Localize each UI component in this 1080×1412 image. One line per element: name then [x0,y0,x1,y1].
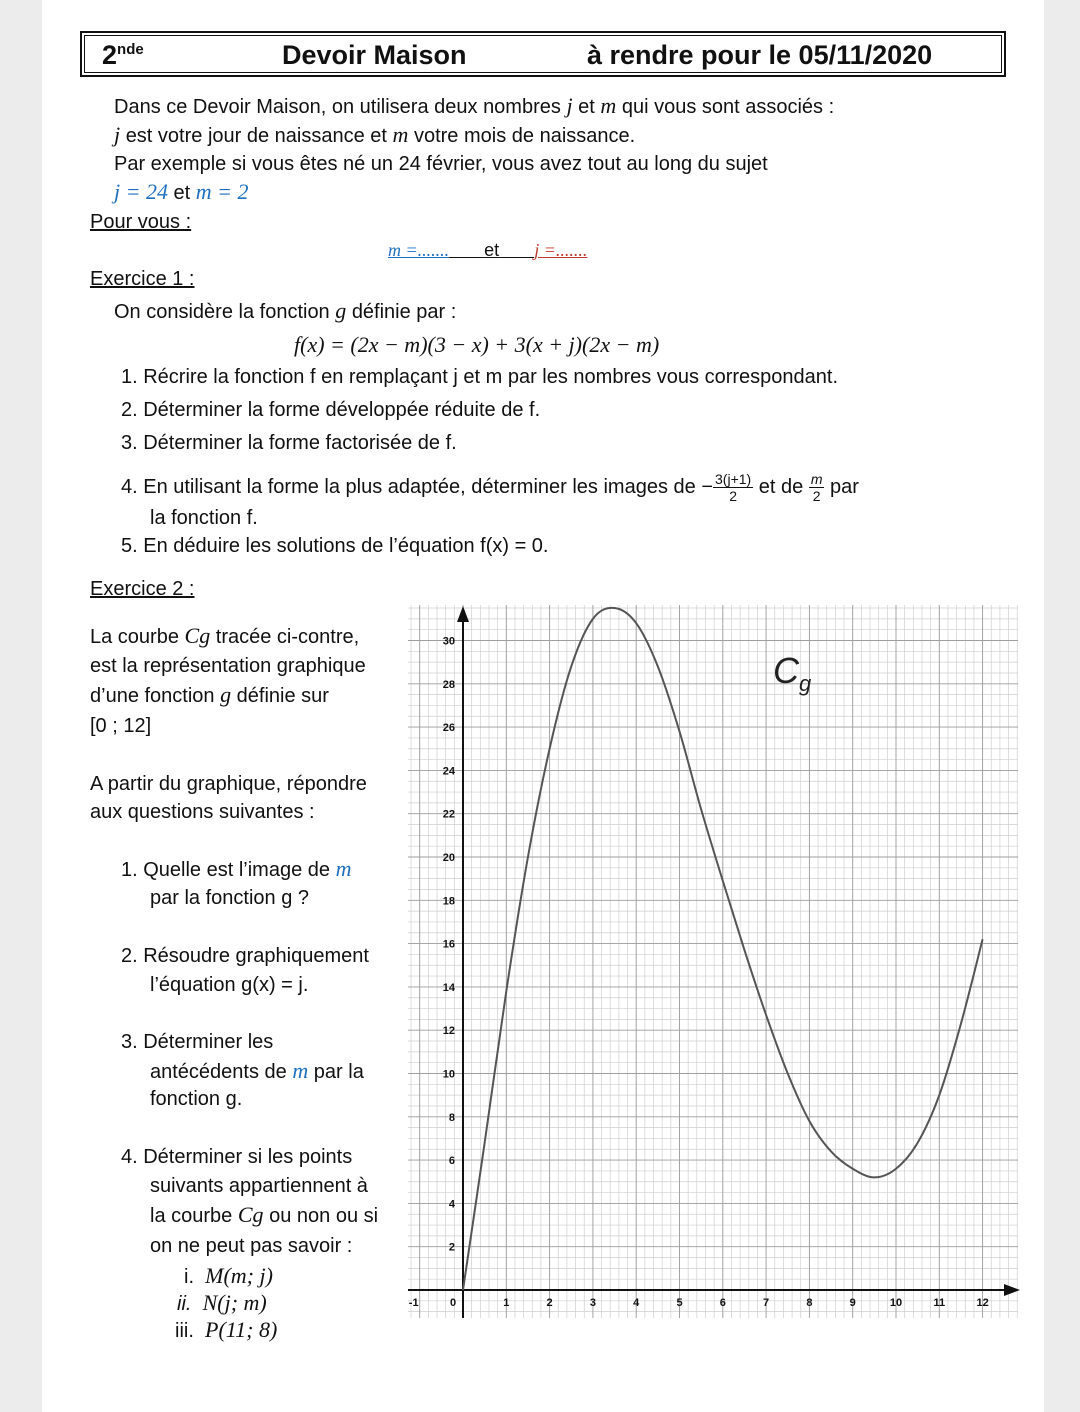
ex2-q2-line1: 2. Résoudre graphiquement [121,945,369,967]
x-tick-label: 2 [546,1297,553,1309]
ex2-q1-line1: 1. Quelle est l’image de m [121,856,352,881]
y-tick-label: 2 [448,1241,455,1254]
pour-vous-fields: m =....... et j =....... [388,240,588,260]
curve-label-cg: $C_g$ [773,650,812,696]
ex2-p2-line2: aux questions suivantes : [90,801,315,823]
x-axis-arrow [1004,1284,1020,1296]
page-title: Devoir Maison [282,40,467,70]
intro-example: j = 24 et m = 2 [114,179,249,204]
ex1-title: Exercice 1 : [90,268,195,290]
curve-label-sub: g [799,671,812,696]
intro-line-1: Dans ce Devoir Maison, on utilisera deux nombres j et m qui vous sont associés : [114,93,835,118]
y-tick-label: 4 [448,1198,455,1211]
y-axis-arrow [457,606,469,622]
fraction-m-over-2: $\frac{m}{2}$ [810,471,823,504]
ex1-formula: f(x) = (2x − m)(3 − x) + 3(x + j)(2x − m) [294,332,660,357]
ex1-q3: 3. Déterminer la forme factorisée de f. [121,432,457,454]
y-tick-label: 8 [448,1111,455,1124]
x-tick-label: 0 [449,1297,457,1309]
y-tick-label: 30 [442,635,455,648]
ex2-q2-line2: l’équation g(x) = j. [150,974,309,996]
fraction-3j1-over-2: $\frac{3(j+1)}{2}$ [715,471,752,504]
x-tick-label: 7 [763,1297,770,1309]
j-field[interactable]: j =....... [534,240,588,260]
ex2-q4-line4: on ne peut pas savoir : [150,1235,353,1257]
ex2-p1-line2: est la représentation graphique [90,655,366,677]
y-tick-label: 20 [442,852,455,864]
y-tick-label: 18 [442,895,455,908]
ex2-p1-line1: La courbe Cg tracée ci-contre, [90,623,360,648]
ex1-q5: 5. En déduire les solutions de l’équation f(x) = 0. [121,535,549,557]
y-tick-label: 26 [442,722,455,735]
ex2-p1-line3: d’une fonction g définie sur [90,682,329,707]
point-ii: ii. N(j; m) [177,1290,267,1315]
pour-vous-label: Pour vous : [90,211,192,233]
y-tick-label: 16 [442,938,455,951]
m-field[interactable]: m =....... [388,240,450,260]
ex1-q2: 2. Déterminer la forme développée réduite de f. [121,399,541,421]
ex2-interval: [0 ; 12] [90,715,152,737]
ex2-q4-line3: la courbe Cg ou non ou si [150,1202,379,1227]
x-tick-label: 3 [589,1297,596,1309]
ex1-q1: 1. Récrire la fonction f en remplaçant j et m par les nombres vous correspondant. [121,366,839,388]
x-tick-label: 9 [849,1297,856,1309]
y-tick-label: 10 [442,1068,455,1081]
ex1-q4-cont: la fonction f. [150,507,258,529]
point-iii: iii. P(11; 8) [175,1317,278,1342]
y-tick-label: 28 [442,678,455,691]
ex2-q3-line1: 3. Déterminer les [121,1031,274,1053]
x-tick-label: 10 [889,1297,903,1309]
x-tick-label: 12 [976,1297,989,1309]
x-tick-label: 4 [633,1297,640,1309]
ex2-q1-line2: par la fonction g ? [150,887,309,909]
x-tick-label: 8 [806,1297,813,1309]
ex2-q4-line1: 4. Déterminer si les points [121,1146,353,1168]
x-tick-label: -1 [408,1297,419,1309]
ex2-title: Exercice 2 : [90,578,195,600]
ex2-q3-line2: antécédents de m par la [150,1058,364,1083]
x-tick-label: 6 [719,1297,726,1309]
ex2-q4-line2: suivants appartiennent à [150,1175,368,1197]
y-tick-label: 12 [442,1025,455,1038]
intro-line-3: Par exemple si vous êtes né un 24 février, vous avez tout au long du sujet [114,153,768,175]
ex2-q3-line3: fonction g. [150,1088,243,1110]
y-tick-label: 6 [448,1155,455,1168]
y-tick-label: 14 [442,981,455,994]
x-tick-label: 1 [503,1297,510,1309]
ex1-q4: 4. En utilisant la forme la plus adaptée, déterminer les images de − $\frac{3(j+1)}{2}$ et de $\frac{m}{2}$ par [121,471,859,504]
y-tick-label: 24 [442,765,455,778]
x-tick-label: 11 [933,1297,946,1309]
point-i: i. M(m; j) [184,1263,273,1288]
ex2-p2-line1: A partir du graphique, répondre [90,773,367,795]
intro-line-2: j est votre jour de naissance et m votre mois de naissance. [114,122,636,147]
x-tick-label: 5 [676,1297,683,1309]
ex1-intro: On considère la fonction g définie par : [114,298,457,323]
class-level: 2nde [102,40,144,70]
y-tick-label: 22 [442,808,455,821]
due-date: à rendre pour le 05/11/2020 [587,40,933,70]
